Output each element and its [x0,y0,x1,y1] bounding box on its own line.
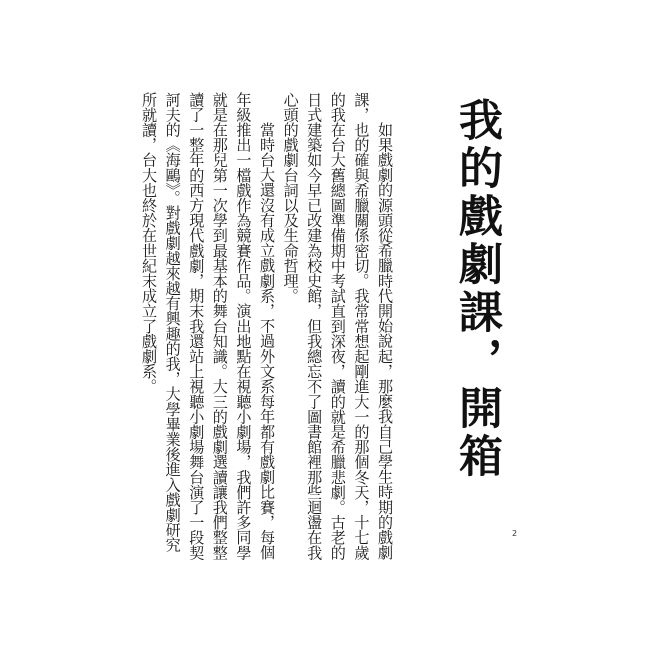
paragraph: 當時台大還沒有成立戲劇系，不過外文系每年都有戲劇比賽，每個年級推出一檔戲作為競賽作品。演出地點在視聽小劇場，我們許多同學就是在那兒第一次學到最基本的舞台知識。大三的戲劇選讀讓我們整整讀了一整年的西方現代戲劇，期末我還站上視聽小劇場舞台演了一段契訶夫的《海鷗》。對戲劇越來越有興趣的我，大學畢業後進入戲劇研究所就讀，台大也終於在世紀末成立了戲劇系。 [140,92,277,561]
body-text [136,92,396,562]
chapter-title: 我的戲劇課，開箱 [451,97,502,481]
paragraph: 如果戲劇的源頭從希臘時代開始說起，那麼我自己學生時期的戲劇課，也的確與希臘關係密切。我常常想起剛進大一的那個冬天，十七歲的我在台大舊總圖準備期中考試直到深夜，讀的就是希臘悲劇。古老的日式建築如今早已改建為校史館，但我總忘不了圖書館裡那些迴盪在我心頭的戲劇台詞以及生命哲理。 [281,92,394,561]
page-number: 2 [512,529,518,538]
